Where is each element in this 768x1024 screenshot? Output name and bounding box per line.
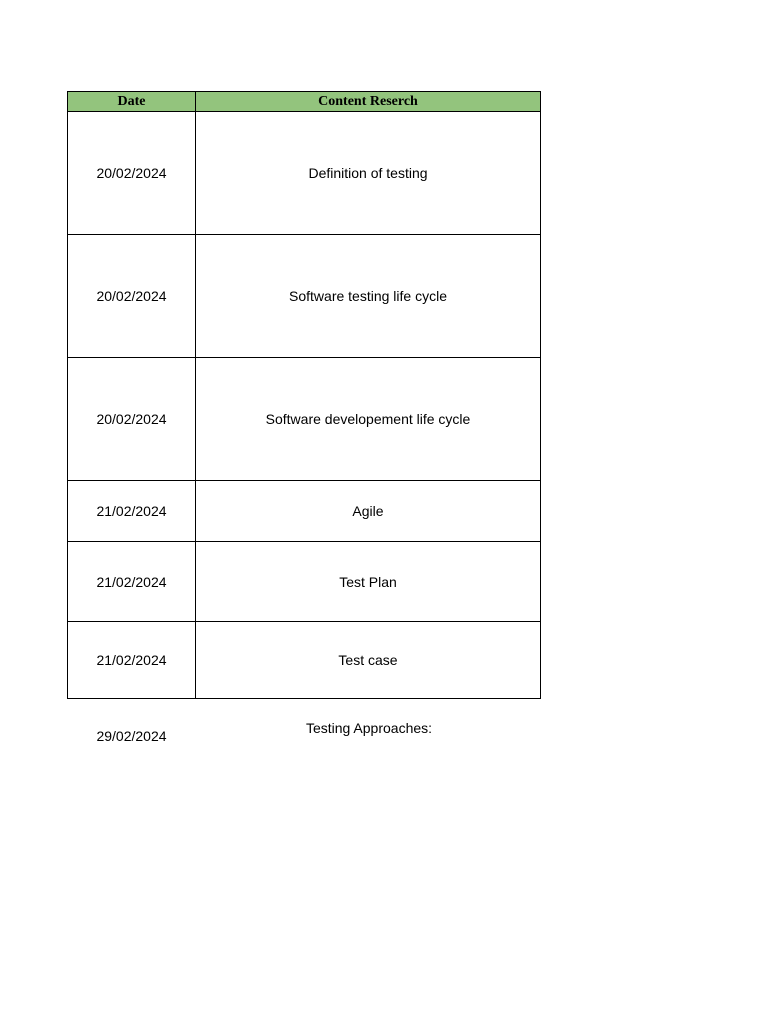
content-cell[interactable]: Software developement life cycle bbox=[196, 358, 541, 481]
date-cell[interactable]: 20/02/2024 bbox=[68, 112, 196, 235]
content-cell[interactable]: Test case bbox=[196, 622, 541, 699]
table-row bbox=[68, 358, 541, 481]
unbordered-content-cell[interactable]: Testing Approaches: bbox=[305, 720, 433, 736]
table-header-row bbox=[68, 92, 541, 112]
date-cell[interactable]: 21/02/2024 bbox=[68, 542, 196, 622]
date-cell[interactable]: 21/02/2024 bbox=[68, 481, 196, 542]
date-cell[interactable]: 20/02/2024 bbox=[68, 358, 196, 481]
table-row bbox=[68, 112, 541, 235]
table-row bbox=[68, 622, 541, 699]
unbordered-date-cell[interactable]: 29/02/2024 bbox=[96, 728, 167, 744]
date-column-header[interactable]: Date bbox=[68, 92, 196, 112]
table-row bbox=[68, 235, 541, 358]
content-cell[interactable]: Definition of testing bbox=[196, 112, 541, 235]
content-cell[interactable]: Software testing life cycle bbox=[196, 235, 541, 358]
content-cell[interactable]: Test Plan bbox=[196, 542, 541, 622]
table-row bbox=[68, 542, 541, 622]
table-row bbox=[68, 481, 541, 542]
content-column-header[interactable]: Content Reserch bbox=[196, 92, 541, 112]
date-cell[interactable]: 21/02/2024 bbox=[68, 622, 196, 699]
research-table bbox=[67, 91, 541, 699]
content-cell[interactable]: Agile bbox=[196, 481, 541, 542]
date-cell[interactable]: 20/02/2024 bbox=[68, 235, 196, 358]
